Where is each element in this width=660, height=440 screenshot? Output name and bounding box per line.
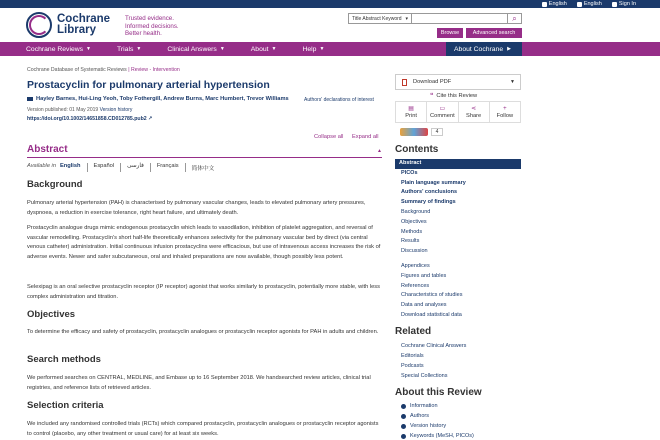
toc-data-and-analyses[interactable]: Data and analyses [401, 302, 447, 309]
globe-icon [577, 2, 582, 7]
nav-clinical-answers[interactable]: Clinical Answers ▼ [167, 45, 225, 53]
nav-about[interactable]: About ▼ [250, 45, 277, 53]
chevron-right-icon: ▶ [507, 46, 511, 52]
paragraph: To determine the efficacy and safety of prostacyclin, prostacyclin analogues or prostacyclin receptor agonists for PAH in adults and children. [27, 329, 379, 335]
chevron-down-icon: ▾ [405, 15, 408, 22]
toc-figures-and-tables[interactable]: Figures and tables [401, 272, 447, 279]
toc-discussion[interactable]: Discussion [401, 248, 428, 255]
table-of-contents [395, 159, 521, 321]
nav-trials[interactable]: Trials ▼ [117, 45, 142, 53]
cochrane-logo[interactable] [26, 12, 110, 38]
toc-plain-language-summary[interactable]: Plain language summary [401, 179, 466, 186]
printer-icon: ▤ [408, 106, 414, 112]
author-list[interactable]: Hayley Barnes, Hui-Ling Yeoh, Toby Fothergill, Andrew Burns, Marc Humbert, Trevor Williams [27, 96, 289, 102]
caret-down-icon: ▼ [86, 46, 91, 52]
search-bar [348, 13, 522, 24]
related-link-clinical-answers[interactable]: Cochrane Clinical Answers [401, 343, 467, 349]
toc-results[interactable]: Results [401, 238, 420, 245]
section-heading-objectives: Objectives [27, 309, 76, 320]
contents-heading: Contents [395, 144, 439, 155]
print-button[interactable]: ▤ Print [396, 102, 427, 122]
related-link-special-collections[interactable]: Special Collections [401, 373, 448, 379]
language-link-2[interactable]: English [577, 1, 602, 7]
quote-icon: ❝ [430, 93, 434, 99]
search-icon: ⌕ [512, 13, 517, 23]
doi-link[interactable]: https://doi.org/10.1002/14651858.CD012785.pub2 ↗ [27, 116, 153, 122]
lang-french[interactable]: Français [150, 163, 185, 172]
history-icon [401, 424, 406, 429]
toc-references[interactable]: References [401, 282, 430, 289]
tagline: Trusted evidence. Informed decisions. Better health. [125, 15, 179, 37]
breadcrumb-review-type[interactable]: Review - Intervention [131, 67, 180, 73]
logo-name-line1: Cochrane [57, 13, 111, 25]
related-link-podcasts[interactable]: Podcasts [401, 363, 424, 369]
globe-icon [542, 2, 547, 7]
caret-down-icon: ▼ [136, 46, 142, 52]
lang-spanish[interactable]: Español [87, 163, 121, 172]
lang-persian[interactable]: فارسی [120, 163, 150, 172]
abstract-header[interactable] [27, 144, 382, 158]
about-keywords-link[interactable]: Keywords (MeSH, PICOs) [401, 433, 474, 439]
toc-picos[interactable]: PICOs [401, 169, 418, 176]
top-utility-bar [0, 0, 660, 8]
sign-in-link[interactable]: Sign In [612, 1, 636, 7]
version-info: Version published: 01 May 2019 Version history [27, 107, 133, 113]
related-heading: Related [395, 326, 432, 337]
nav-cochrane-reviews[interactable]: Cochrane Reviews ▼ [26, 45, 91, 53]
version-history-link[interactable]: Version history [99, 107, 133, 113]
toc-objectives[interactable]: Objectives [401, 218, 427, 225]
section-heading-selection-criteria: Selection criteria [27, 400, 104, 411]
chevron-down-icon: ▼ [510, 79, 515, 85]
share-button[interactable]: ⋖ Share [459, 102, 490, 122]
action-bar [395, 101, 521, 123]
people-icon [401, 414, 406, 419]
declarations-link[interactable]: Authors' declarations of interest [304, 97, 374, 103]
paragraph: Pulmonary arterial hypertension (PAH) is characterised by pulmonary vascular changes, leads to elevated pulmonary artery pressures, dyspnoea, a reduction in exercise tolerance, right heart failure, and ultimately death. [27, 200, 366, 216]
key-icon [401, 434, 406, 439]
section-heading-background: Background [27, 179, 83, 190]
language-link-1[interactable]: English [542, 1, 567, 7]
about-cochrane-button[interactable]: About Cochrane ▶ [446, 42, 522, 56]
logo-name-line2: Library [57, 24, 96, 36]
cite-review-button[interactable]: ❝ Cite this Review [430, 93, 478, 99]
lang-chinese[interactable]: 简体中文 [185, 163, 221, 172]
collapse-all-link[interactable]: Collapse all [314, 134, 344, 140]
related-link-editorials[interactable]: Editorials [401, 353, 424, 359]
toc-characteristics-of-studies[interactable]: Characteristics of studies [401, 292, 463, 299]
pdf-icon [402, 79, 407, 86]
download-pdf-button[interactable]: Download PDF ▼ [395, 74, 521, 90]
paragraph: We performed searches on CENTRAL, MEDLINE, and Embase up to 16 September 2018. We handsearched review articles, clinical trial registries, and reference lists of retrieved articles. [27, 375, 371, 391]
advanced-search-button[interactable]: Advanced search [466, 28, 522, 38]
info-icon [401, 404, 406, 409]
section-heading-search-methods: Search methods [27, 354, 101, 365]
share-icon: ⋖ [471, 106, 477, 112]
caret-down-icon: ▼ [219, 46, 225, 52]
breadcrumb: Cochrane Database of Systematic Reviews | Review - Intervention [27, 67, 180, 73]
browse-button[interactable]: Browse [437, 28, 463, 38]
search-input[interactable] [412, 13, 508, 24]
about-version-history-link[interactable]: Version history [401, 423, 446, 429]
cochrane-logo-icon [26, 12, 52, 38]
nav-help[interactable]: Help ▼ [302, 45, 325, 53]
paragraph: Prostacyclin analogue drugs mimic endogenous prostacyclin which leads to vasodilation, inhibition of platelet aggregation, and reversal of vascular remodelling. Prostacyclin’s short half-life theoretically enhances selectivity for the pulmonary vascular bed by direct (via central venous catheter) administration. Initial continuous infusion prostacyclins were efficacious, but use of intravenous access increases the risk of adverse events. Newer and safer subcutaneous, oral and inhaled preparations are now available, though possibly less potent. [27, 225, 381, 261]
about-information-link[interactable]: Information [401, 403, 438, 409]
paragraph: We included any randomised controlled trials (RCTs) which compared prostacyclin, prostacyclin analogues or prostacyclin receptor agonists to control (placebo, any other treatment or usual care) for at least six weeks. [27, 421, 379, 437]
toc-methods[interactable]: Methods [401, 228, 423, 235]
caret-up-icon: ▲ [377, 148, 382, 154]
toc-authors-conclusions[interactable]: Authors' conclusions [401, 189, 458, 196]
external-link-icon: ↗ [148, 116, 153, 122]
breadcrumb-database[interactable]: Cochrane Database of Systematic Reviews [27, 67, 127, 73]
comment-button[interactable]: ▭ Comment [427, 102, 458, 122]
comment-icon: ▭ [439, 106, 446, 112]
plus-icon: + [503, 106, 507, 112]
caret-down-icon: ▼ [319, 46, 325, 52]
toc-abstract[interactable]: Abstract [395, 159, 521, 169]
altmetric-badge[interactable]: 4 [400, 128, 443, 136]
search-button[interactable] [508, 13, 522, 24]
toc-appendices[interactable]: Appendices [401, 262, 430, 269]
site-header [0, 8, 660, 41]
main-nav [0, 42, 660, 56]
paragraph: Selexipag is an oral selective prostacyclin receptor (IP receptor) agonist that works similarly to prostacyclin, potentially more stable, with less complex administration and titration. [27, 284, 380, 300]
search-scope-select[interactable]: Title Abstract Keyword ▾ [348, 13, 412, 24]
toc-background[interactable]: Background [401, 208, 431, 215]
mail-icon [27, 97, 33, 102]
follow-button[interactable]: + Follow [496, 106, 514, 119]
altmetric-icon [400, 128, 428, 136]
language-selector: Available in English Español فارسی Français 简体中文 [27, 163, 220, 172]
about-review-heading: About this Review [395, 387, 482, 398]
caret-down-icon: ▼ [271, 46, 277, 52]
toc-summary-of-findings[interactable]: Summary of findings [401, 199, 456, 206]
abstract-heading: Abstract [27, 144, 68, 155]
lang-english[interactable]: English [59, 163, 81, 169]
expand-all-link[interactable]: Expand all [352, 134, 379, 140]
toc-download-statistical-data[interactable]: Download statistical data [401, 311, 462, 318]
user-icon [612, 2, 617, 7]
about-authors-link[interactable]: Authors [401, 413, 429, 419]
page-title: Prostacyclin for pulmonary arterial hypertension [27, 79, 270, 91]
